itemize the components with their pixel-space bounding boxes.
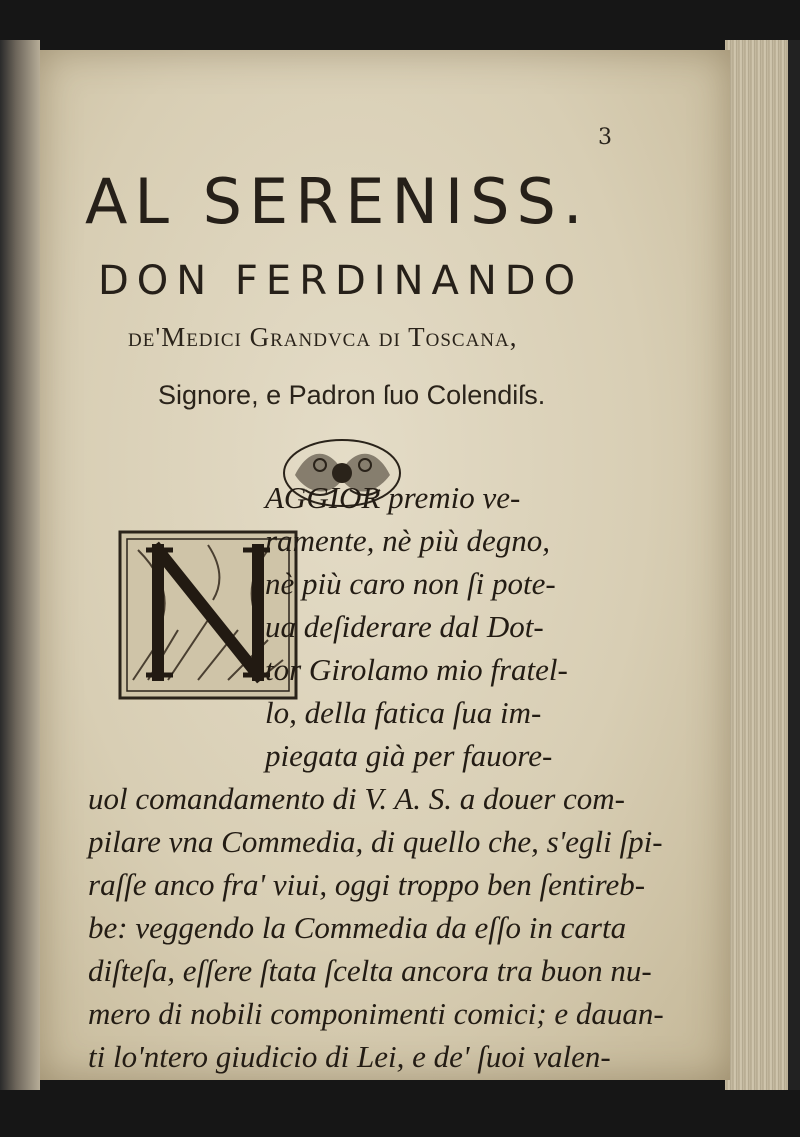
body-line: be: veggendo la Commedia da eſſo in carta	[88, 910, 627, 945]
body-line: raſſe anco fra' viui, oggi troppo ben ſentireb-	[88, 867, 646, 902]
body-line: nè più caro non ſi pote-	[265, 566, 556, 601]
body-line: lo, della fatica ſua im-	[265, 695, 542, 730]
body-line: ua deſiderare dal Dot-	[265, 609, 544, 644]
body-line: uol comandamento di V. A. S. a douer com-	[88, 781, 625, 816]
page-number: 3	[598, 125, 612, 150]
salutation: Signore, e Padron ſuo Colendiſs.	[158, 380, 546, 410]
body-line: mero di nobili componimenti comici; e dauan-	[88, 996, 664, 1031]
book-binding-edge	[0, 40, 40, 1090]
body-line: piegata già per fauore-	[265, 738, 553, 773]
dedicatee-house: de'Medici Grandvca di Toscana,	[128, 322, 518, 352]
dedication-title: AL SERENISS.	[85, 165, 590, 238]
body-line: diſteſa, eſſere ſtata ſcelta ancora tra buon nu-	[88, 953, 652, 988]
page-stack-edge	[725, 40, 800, 1090]
body-line: pilare vna Commedia, di quello che, s'egli ſpi-	[88, 824, 663, 859]
body-line: ti lo'ntero giudicio di Lei, e de' ſuoi valen-	[88, 1039, 611, 1074]
body-line: tor Girolamo mio fratel-	[265, 652, 568, 687]
dedicatee-name: DON FERDINANDO	[98, 258, 584, 304]
body-line: AGGIOR premio ve-	[265, 480, 521, 515]
body-line: ramente, nè più degno,	[265, 523, 550, 558]
dedication-body	[40, 50, 730, 1080]
book-page	[40, 50, 730, 1080]
